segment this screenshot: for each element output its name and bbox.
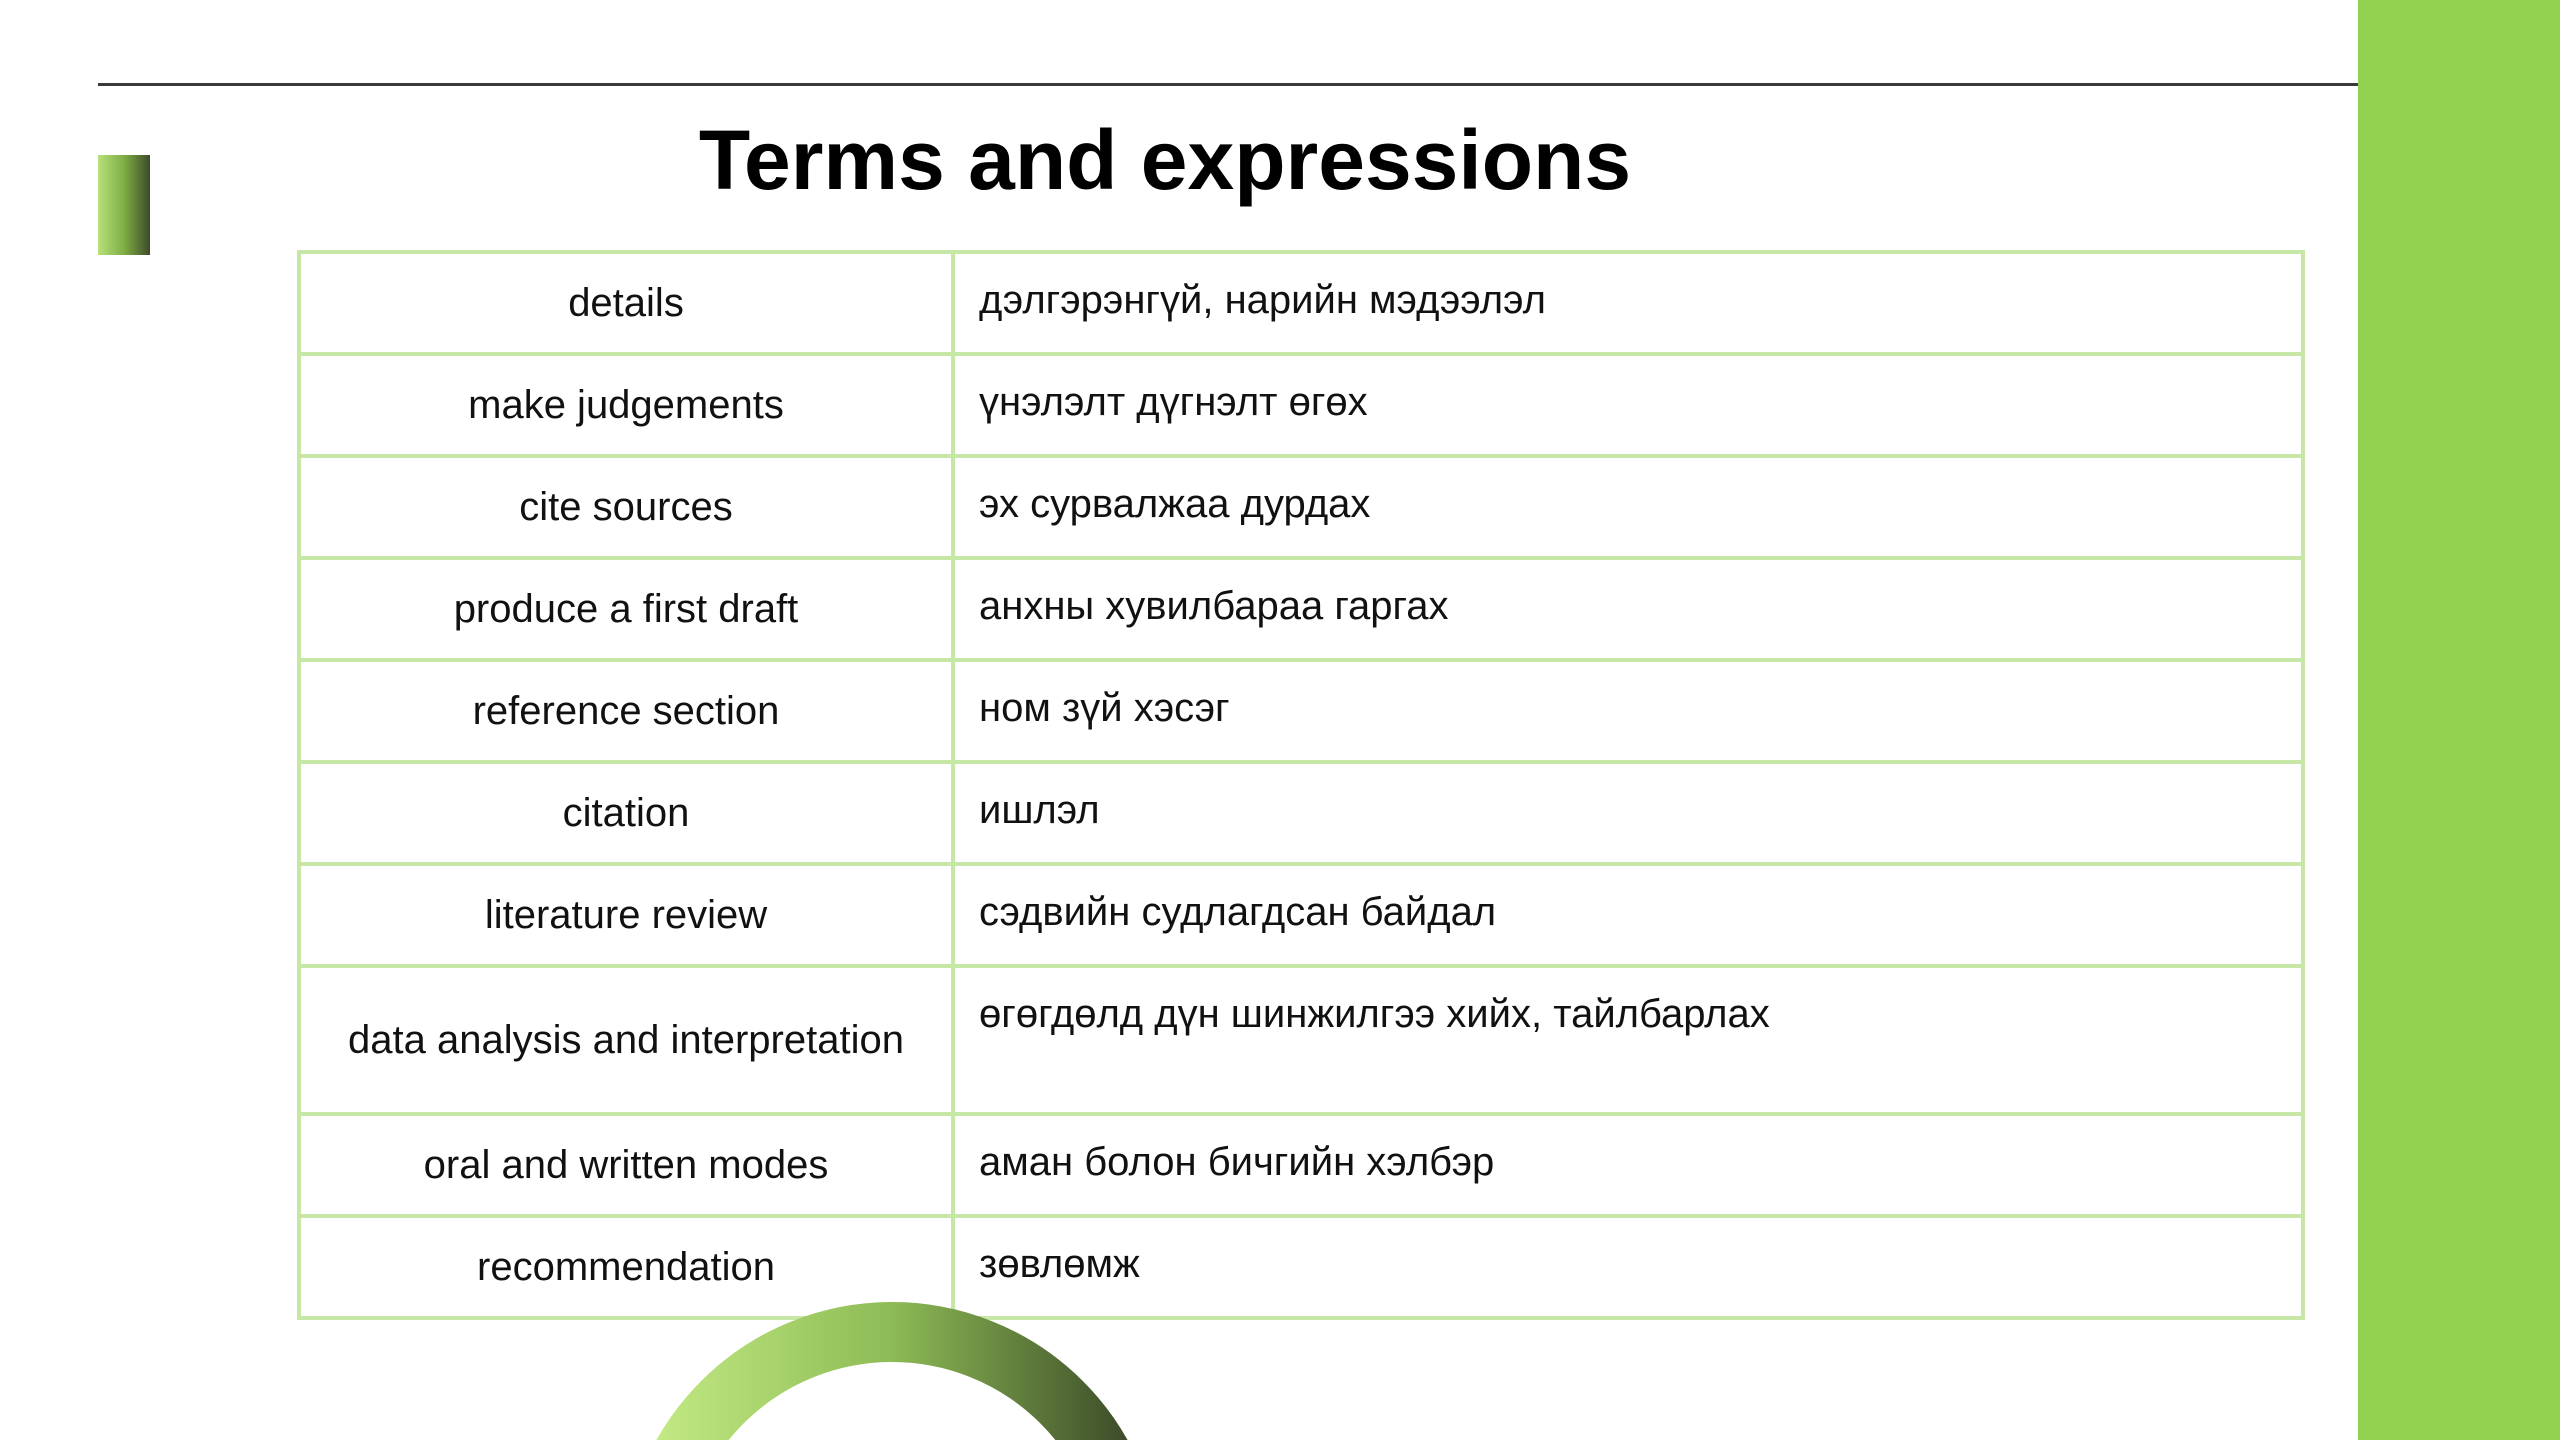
slide-title: Terms and expressions bbox=[698, 113, 1632, 207]
meaning-cell: ном зүй хэсэг bbox=[953, 660, 2303, 762]
meaning-cell: эх сурвалжаа дурдах bbox=[953, 456, 2303, 558]
table-row bbox=[299, 456, 2303, 558]
term-cell: recommendation bbox=[299, 1216, 953, 1318]
right-accent-band bbox=[2358, 0, 2560, 1440]
table-row bbox=[299, 864, 2303, 966]
table-row bbox=[299, 966, 2303, 1114]
term-cell: data analysis and interpretation bbox=[299, 966, 953, 1114]
term-cell: make judgements bbox=[299, 354, 953, 456]
meaning-cell: анхны хувилбараа гаргах bbox=[953, 558, 2303, 660]
table-row bbox=[299, 252, 2303, 354]
term-cell: literature review bbox=[299, 864, 953, 966]
table-row bbox=[299, 660, 2303, 762]
top-divider-line bbox=[98, 83, 2358, 86]
decorative-ring bbox=[622, 1302, 1162, 1440]
term-cell: oral and written modes bbox=[299, 1114, 953, 1216]
meaning-cell: аман болон бичгийн хэлбэр bbox=[953, 1114, 2303, 1216]
table-row bbox=[299, 354, 2303, 456]
table-row bbox=[299, 1216, 2303, 1318]
meaning-cell: өгөгдөлд дүн шинжилгээ хийх, тайлбарлах bbox=[953, 966, 2303, 1114]
meaning-cell: ишлэл bbox=[953, 762, 2303, 864]
term-cell: details bbox=[299, 252, 953, 354]
term-cell: reference section bbox=[299, 660, 953, 762]
table-row bbox=[299, 762, 2303, 864]
table-row bbox=[299, 558, 2303, 660]
meaning-cell: зөвлөмж bbox=[953, 1216, 2303, 1318]
meaning-cell: үнэлэлт дүгнэлт өгөх bbox=[953, 354, 2303, 456]
table-row bbox=[299, 1114, 2303, 1216]
terms-table bbox=[297, 250, 2305, 1320]
term-cell: citation bbox=[299, 762, 953, 864]
term-cell: cite sources bbox=[299, 456, 953, 558]
term-cell: produce a first draft bbox=[299, 558, 953, 660]
meaning-cell: сэдвийн судлагдсан байдал bbox=[953, 864, 2303, 966]
meaning-cell: дэлгэрэнгүй, нарийн мэдээлэл bbox=[953, 252, 2303, 354]
